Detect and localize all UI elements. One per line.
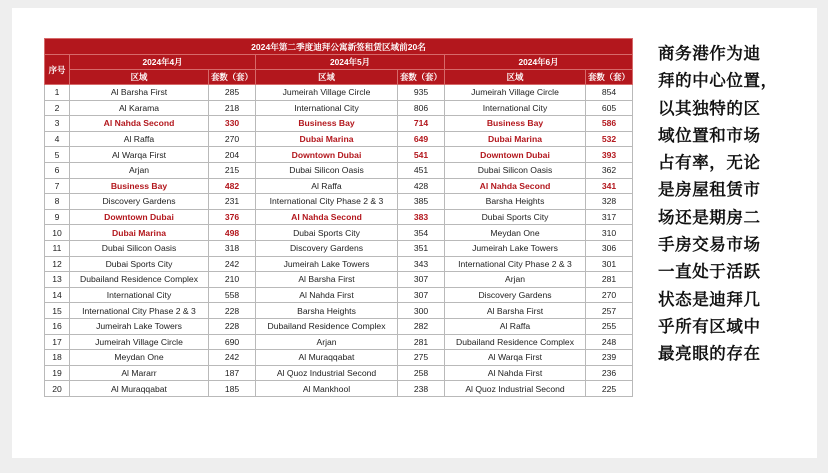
count-cell: 187	[209, 365, 256, 381]
area-cell: Downtown Dubai	[445, 147, 586, 163]
count-cell: 532	[586, 131, 633, 147]
area-cell: Discovery Gardens	[256, 240, 398, 256]
commentary-line: 场还是期房二	[658, 207, 761, 227]
count-cell: 225	[586, 381, 633, 397]
rank-cell: 7	[45, 178, 70, 194]
count-cell: 275	[398, 350, 445, 366]
table-row	[45, 194, 633, 210]
commentary-line: 手房交易市场	[658, 235, 761, 255]
area-cell: Dubai Sports City	[70, 256, 209, 272]
count-cell: 238	[398, 381, 445, 397]
area-cell: Al Raffa	[256, 178, 398, 194]
count-cell: 310	[586, 225, 633, 241]
count-cell: 228	[209, 303, 256, 319]
rank-cell: 3	[45, 116, 70, 132]
rank-cell: 20	[45, 381, 70, 397]
count-cell: 341	[586, 178, 633, 194]
area-cell: Dubailand Residence Complex	[70, 272, 209, 288]
count-cell: 328	[586, 194, 633, 210]
count-cell: 218	[209, 100, 256, 116]
area-cell: International City Phase 2 & 3	[256, 194, 398, 210]
table-row	[45, 225, 633, 241]
table-row	[45, 85, 633, 101]
rank-cell: 18	[45, 350, 70, 366]
count-cell: 541	[398, 147, 445, 163]
rank-cell: 13	[45, 272, 70, 288]
area-cell: Dubai Marina	[445, 131, 586, 147]
area-cell: Dubai Marina	[256, 131, 398, 147]
rank-cell: 9	[45, 209, 70, 225]
area-header: 区域	[256, 70, 398, 85]
rental-ranking-table	[44, 38, 633, 397]
rank-cell: 15	[45, 303, 70, 319]
table-row	[45, 272, 633, 288]
rank-cell: 16	[45, 318, 70, 334]
month-header-may: 2024年5月	[256, 55, 445, 70]
commentary-line: 占有率，无论	[658, 153, 761, 173]
table-row	[45, 131, 633, 147]
area-cell: Jumeirah Lake Towers	[445, 240, 586, 256]
count-header: 套数（套）	[586, 70, 633, 85]
area-cell: Al Nahda Second	[445, 178, 586, 194]
commentary-line: 以其独特的区	[658, 98, 761, 118]
area-cell: Jumeirah Lake Towers	[70, 318, 209, 334]
commentary-line: 状态是迪拜几	[658, 289, 761, 309]
month-header-april: 2024年4月	[70, 55, 256, 70]
count-header: 套数（套）	[209, 70, 256, 85]
count-cell: 351	[398, 240, 445, 256]
page-margin	[817, 0, 828, 473]
commentary-line: 是房屋租赁市	[658, 180, 761, 200]
count-cell: 236	[586, 365, 633, 381]
rank-cell: 14	[45, 287, 70, 303]
area-cell: Dubailand Residence Complex	[256, 318, 398, 334]
count-cell: 306	[586, 240, 633, 256]
count-cell: 376	[209, 209, 256, 225]
count-cell: 605	[586, 100, 633, 116]
count-cell: 255	[586, 318, 633, 334]
count-header: 套数（套）	[398, 70, 445, 85]
table-row	[45, 162, 633, 178]
commentary-line: 域位置和市场	[658, 125, 761, 145]
area-cell: International City Phase 2 & 3	[70, 303, 209, 319]
count-cell: 498	[209, 225, 256, 241]
table-title: 2024年第二季度迪拜公寓新签租赁区域前20名	[45, 39, 633, 55]
area-cell: Business Bay	[445, 116, 586, 132]
table-row	[45, 381, 633, 397]
count-cell: 383	[398, 209, 445, 225]
commentary-line: 乎所有区域中	[658, 316, 761, 336]
count-cell: 282	[398, 318, 445, 334]
area-cell: Downtown Dubai	[256, 147, 398, 163]
commentary-line: 一直处于活跃	[658, 262, 761, 282]
area-cell: Al Karama	[70, 100, 209, 116]
area-cell: Barsha Heights	[445, 194, 586, 210]
area-cell: Arjan	[445, 272, 586, 288]
count-cell: 330	[209, 116, 256, 132]
count-cell: 428	[398, 178, 445, 194]
area-cell: Al Warqa First	[445, 350, 586, 366]
area-cell: Business Bay	[256, 116, 398, 132]
count-cell: 307	[398, 287, 445, 303]
area-cell: Al Mankhool	[256, 381, 398, 397]
count-cell: 714	[398, 116, 445, 132]
area-cell: Barsha Heights	[256, 303, 398, 319]
rank-cell: 19	[45, 365, 70, 381]
area-cell: Al Mararr	[70, 365, 209, 381]
area-cell: Dubai Silicon Oasis	[256, 162, 398, 178]
area-cell: Meydan One	[70, 350, 209, 366]
table-row	[45, 334, 633, 350]
table-row	[45, 256, 633, 272]
area-header: 区域	[70, 70, 209, 85]
commentary-line: 商务港作为迪	[658, 44, 761, 63]
area-cell: Jumeirah Village Circle	[70, 334, 209, 350]
rank-cell: 10	[45, 225, 70, 241]
count-cell: 228	[209, 318, 256, 334]
count-cell: 242	[209, 256, 256, 272]
count-cell: 300	[398, 303, 445, 319]
count-cell: 239	[586, 350, 633, 366]
table-row	[45, 147, 633, 163]
area-cell: Al Quoz Industrial Second	[256, 365, 398, 381]
document-page	[12, 8, 817, 458]
rank-cell: 1	[45, 85, 70, 101]
table-row	[45, 318, 633, 334]
rank-cell: 11	[45, 240, 70, 256]
area-cell: International City	[445, 100, 586, 116]
count-cell: 270	[209, 131, 256, 147]
count-cell: 270	[586, 287, 633, 303]
count-cell: 258	[398, 365, 445, 381]
count-cell: 649	[398, 131, 445, 147]
area-cell: International City Phase 2 & 3	[445, 256, 586, 272]
table-row	[45, 240, 633, 256]
count-cell: 215	[209, 162, 256, 178]
commentary-text	[658, 40, 778, 368]
count-cell: 393	[586, 147, 633, 163]
area-cell: Jumeirah Lake Towers	[256, 256, 398, 272]
count-cell: 301	[586, 256, 633, 272]
rank-cell: 5	[45, 147, 70, 163]
area-cell: Al Muraqqabat	[256, 350, 398, 366]
count-cell: 558	[209, 287, 256, 303]
area-cell: Al Warqa First	[70, 147, 209, 163]
count-cell: 242	[209, 350, 256, 366]
count-cell: 281	[586, 272, 633, 288]
area-cell: Al Raffa	[445, 318, 586, 334]
count-cell: 317	[586, 209, 633, 225]
count-cell: 354	[398, 225, 445, 241]
count-cell: 210	[209, 272, 256, 288]
table-row	[45, 100, 633, 116]
area-cell: International City	[70, 287, 209, 303]
count-cell: 185	[209, 381, 256, 397]
area-cell: Al Nahda Second	[70, 116, 209, 132]
table-row	[45, 209, 633, 225]
area-cell: Discovery Gardens	[70, 194, 209, 210]
rank-cell: 8	[45, 194, 70, 210]
count-cell: 343	[398, 256, 445, 272]
table-row	[45, 287, 633, 303]
area-cell: Arjan	[70, 162, 209, 178]
table-row	[45, 350, 633, 366]
area-cell: Downtown Dubai	[70, 209, 209, 225]
area-cell: Al Nahda First	[256, 287, 398, 303]
area-cell: Dubai Sports City	[445, 209, 586, 225]
commentary-line: 最亮眼的存在	[658, 344, 761, 364]
area-cell: Dubai Silicon Oasis	[70, 240, 209, 256]
month-header-june: 2024年6月	[445, 55, 633, 70]
area-cell: Al Quoz Industrial Second	[445, 381, 586, 397]
count-cell: 285	[209, 85, 256, 101]
table-row	[45, 303, 633, 319]
count-cell: 690	[209, 334, 256, 350]
area-cell: Dubailand Residence Complex	[445, 334, 586, 350]
area-cell: Dubai Sports City	[256, 225, 398, 241]
rank-cell: 6	[45, 162, 70, 178]
table-row	[45, 365, 633, 381]
count-cell: 281	[398, 334, 445, 350]
count-cell: 231	[209, 194, 256, 210]
count-cell: 854	[586, 85, 633, 101]
area-cell: Al Barsha First	[256, 272, 398, 288]
count-cell: 586	[586, 116, 633, 132]
commentary-line: 拜的中心位置，	[658, 71, 778, 91]
area-cell: Discovery Gardens	[445, 287, 586, 303]
table-body	[45, 85, 633, 397]
area-cell: Al Nahda Second	[256, 209, 398, 225]
rank-cell: 12	[45, 256, 70, 272]
area-cell: Al Barsha First	[445, 303, 586, 319]
area-cell: Jumeirah Village Circle	[445, 85, 586, 101]
area-cell: Business Bay	[70, 178, 209, 194]
count-cell: 257	[586, 303, 633, 319]
area-cell: Jumeirah Village Circle	[256, 85, 398, 101]
table-row	[45, 116, 633, 132]
rank-cell: 17	[45, 334, 70, 350]
area-cell: Al Nahda First	[445, 365, 586, 381]
count-cell: 385	[398, 194, 445, 210]
area-cell: International City	[256, 100, 398, 116]
area-cell: Arjan	[256, 334, 398, 350]
area-cell: Dubai Marina	[70, 225, 209, 241]
rank-cell: 4	[45, 131, 70, 147]
area-cell: Al Raffa	[70, 131, 209, 147]
area-cell: Al Barsha First	[70, 85, 209, 101]
count-cell: 318	[209, 240, 256, 256]
table-row	[45, 178, 633, 194]
area-header: 区域	[445, 70, 586, 85]
area-cell: Meydan One	[445, 225, 586, 241]
count-cell: 307	[398, 272, 445, 288]
area-cell: Dubai Silicon Oasis	[445, 162, 586, 178]
count-cell: 806	[398, 100, 445, 116]
count-cell: 482	[209, 178, 256, 194]
rank-header: 序号	[45, 55, 70, 85]
count-cell: 935	[398, 85, 445, 101]
count-cell: 362	[586, 162, 633, 178]
count-cell: 204	[209, 147, 256, 163]
count-cell: 248	[586, 334, 633, 350]
count-cell: 451	[398, 162, 445, 178]
rank-cell: 2	[45, 100, 70, 116]
area-cell: Al Muraqqabat	[70, 381, 209, 397]
